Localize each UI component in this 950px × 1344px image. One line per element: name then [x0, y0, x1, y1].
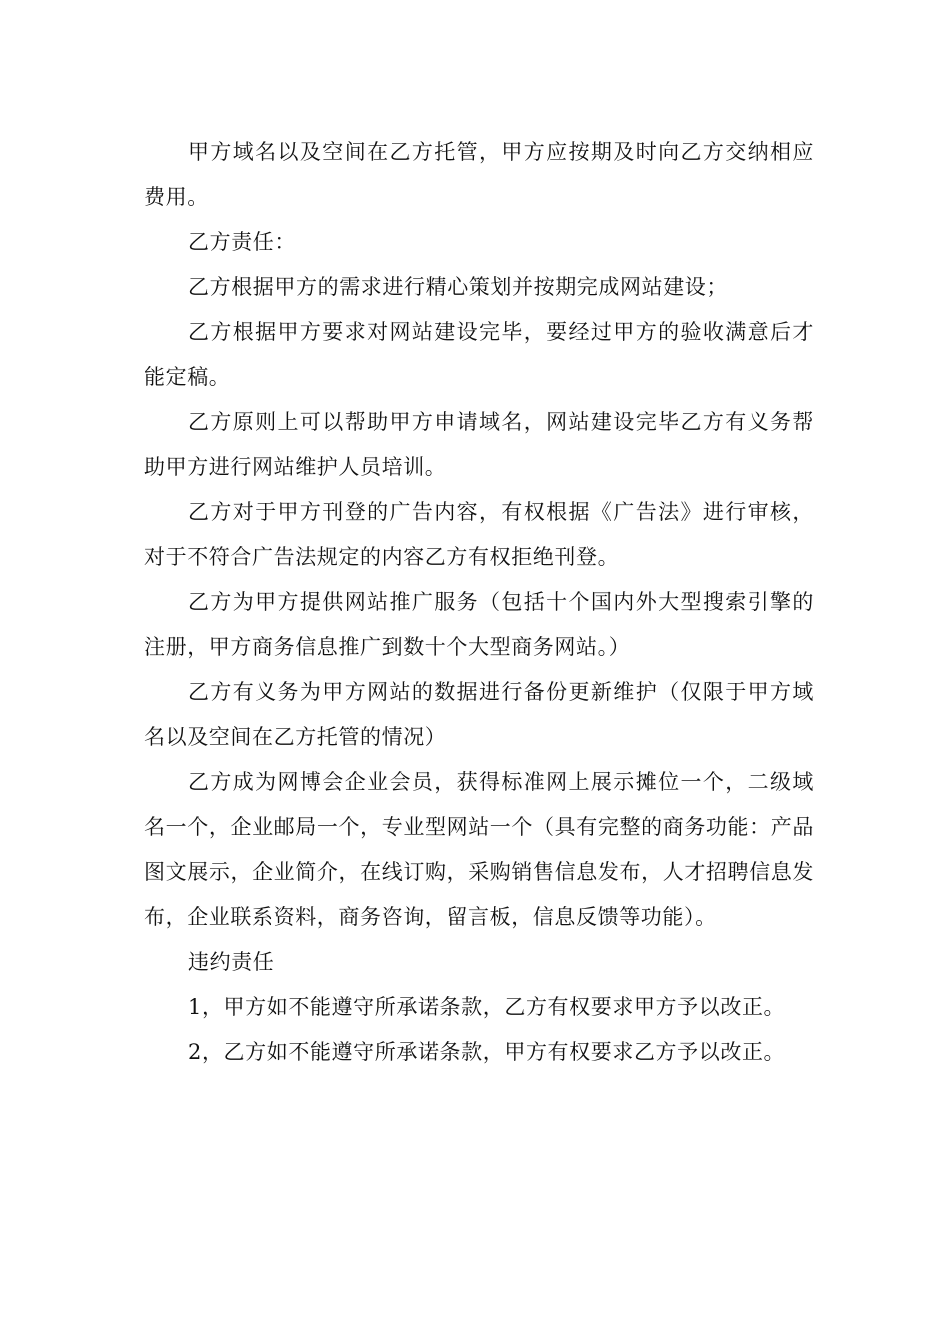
- paragraph-acceptance: 乙方根据甲方要求对网站建设完毕，要经过甲方的验收满意后才能定稿。: [144, 320, 814, 389]
- section-heading-liability: 违约责任: [188, 950, 275, 974]
- paragraph-backup: 乙方有义务为甲方网站的数据进行备份更新维护（仅限于甲方域名以及空间在乙方托管的情况）: [144, 680, 814, 749]
- paragraph-promotion: 乙方为甲方提供网站推广服务（包括十个国内外大型搜索引擎的注册，甲方商务信息推广到数十个大型商务网站。）: [144, 590, 814, 659]
- document-body: [144, 130, 814, 1075]
- paragraph-hosting-fees: 甲方域名以及空间在乙方托管，甲方应按期及时向乙方交纳相应费用。: [144, 140, 814, 209]
- paragraph-domain-and-training: 乙方原则上可以帮助甲方申请域名，网站建设完毕乙方有义务帮助甲方进行网站维护人员培训。: [144, 410, 814, 479]
- paragraph-clause-1: 1，甲方如不能遵守所承诺条款，乙方有权要求甲方予以改正。: [188, 995, 786, 1019]
- paragraph-ad-review: 乙方对于甲方刊登的广告内容，有权根据《广告法》进行审核，对于不符合广告法规定的内容乙方有权拒绝刊登。: [144, 500, 814, 569]
- paragraph-planning: 乙方根据甲方的需求进行精心策划并按期完成网站建设；: [188, 275, 728, 299]
- section-heading-party-b-responsibilities: 乙方责任：: [188, 230, 296, 254]
- paragraph-clause-2: 2，乙方如不能遵守所承诺条款，甲方有权要求乙方予以改正。: [188, 1040, 786, 1064]
- paragraph-membership: 乙方成为网博会企业会员，获得标准网上展示摊位一个，二级域名一个，企业邮局一个，专业型网站一个（具有完整的商务功能：产品图文展示，企业简介，在线订购，采购销售信息发布，人才招聘信息发布，企业联系资料，商务咨询，留言板，信息反馈等功能）。: [144, 770, 814, 929]
